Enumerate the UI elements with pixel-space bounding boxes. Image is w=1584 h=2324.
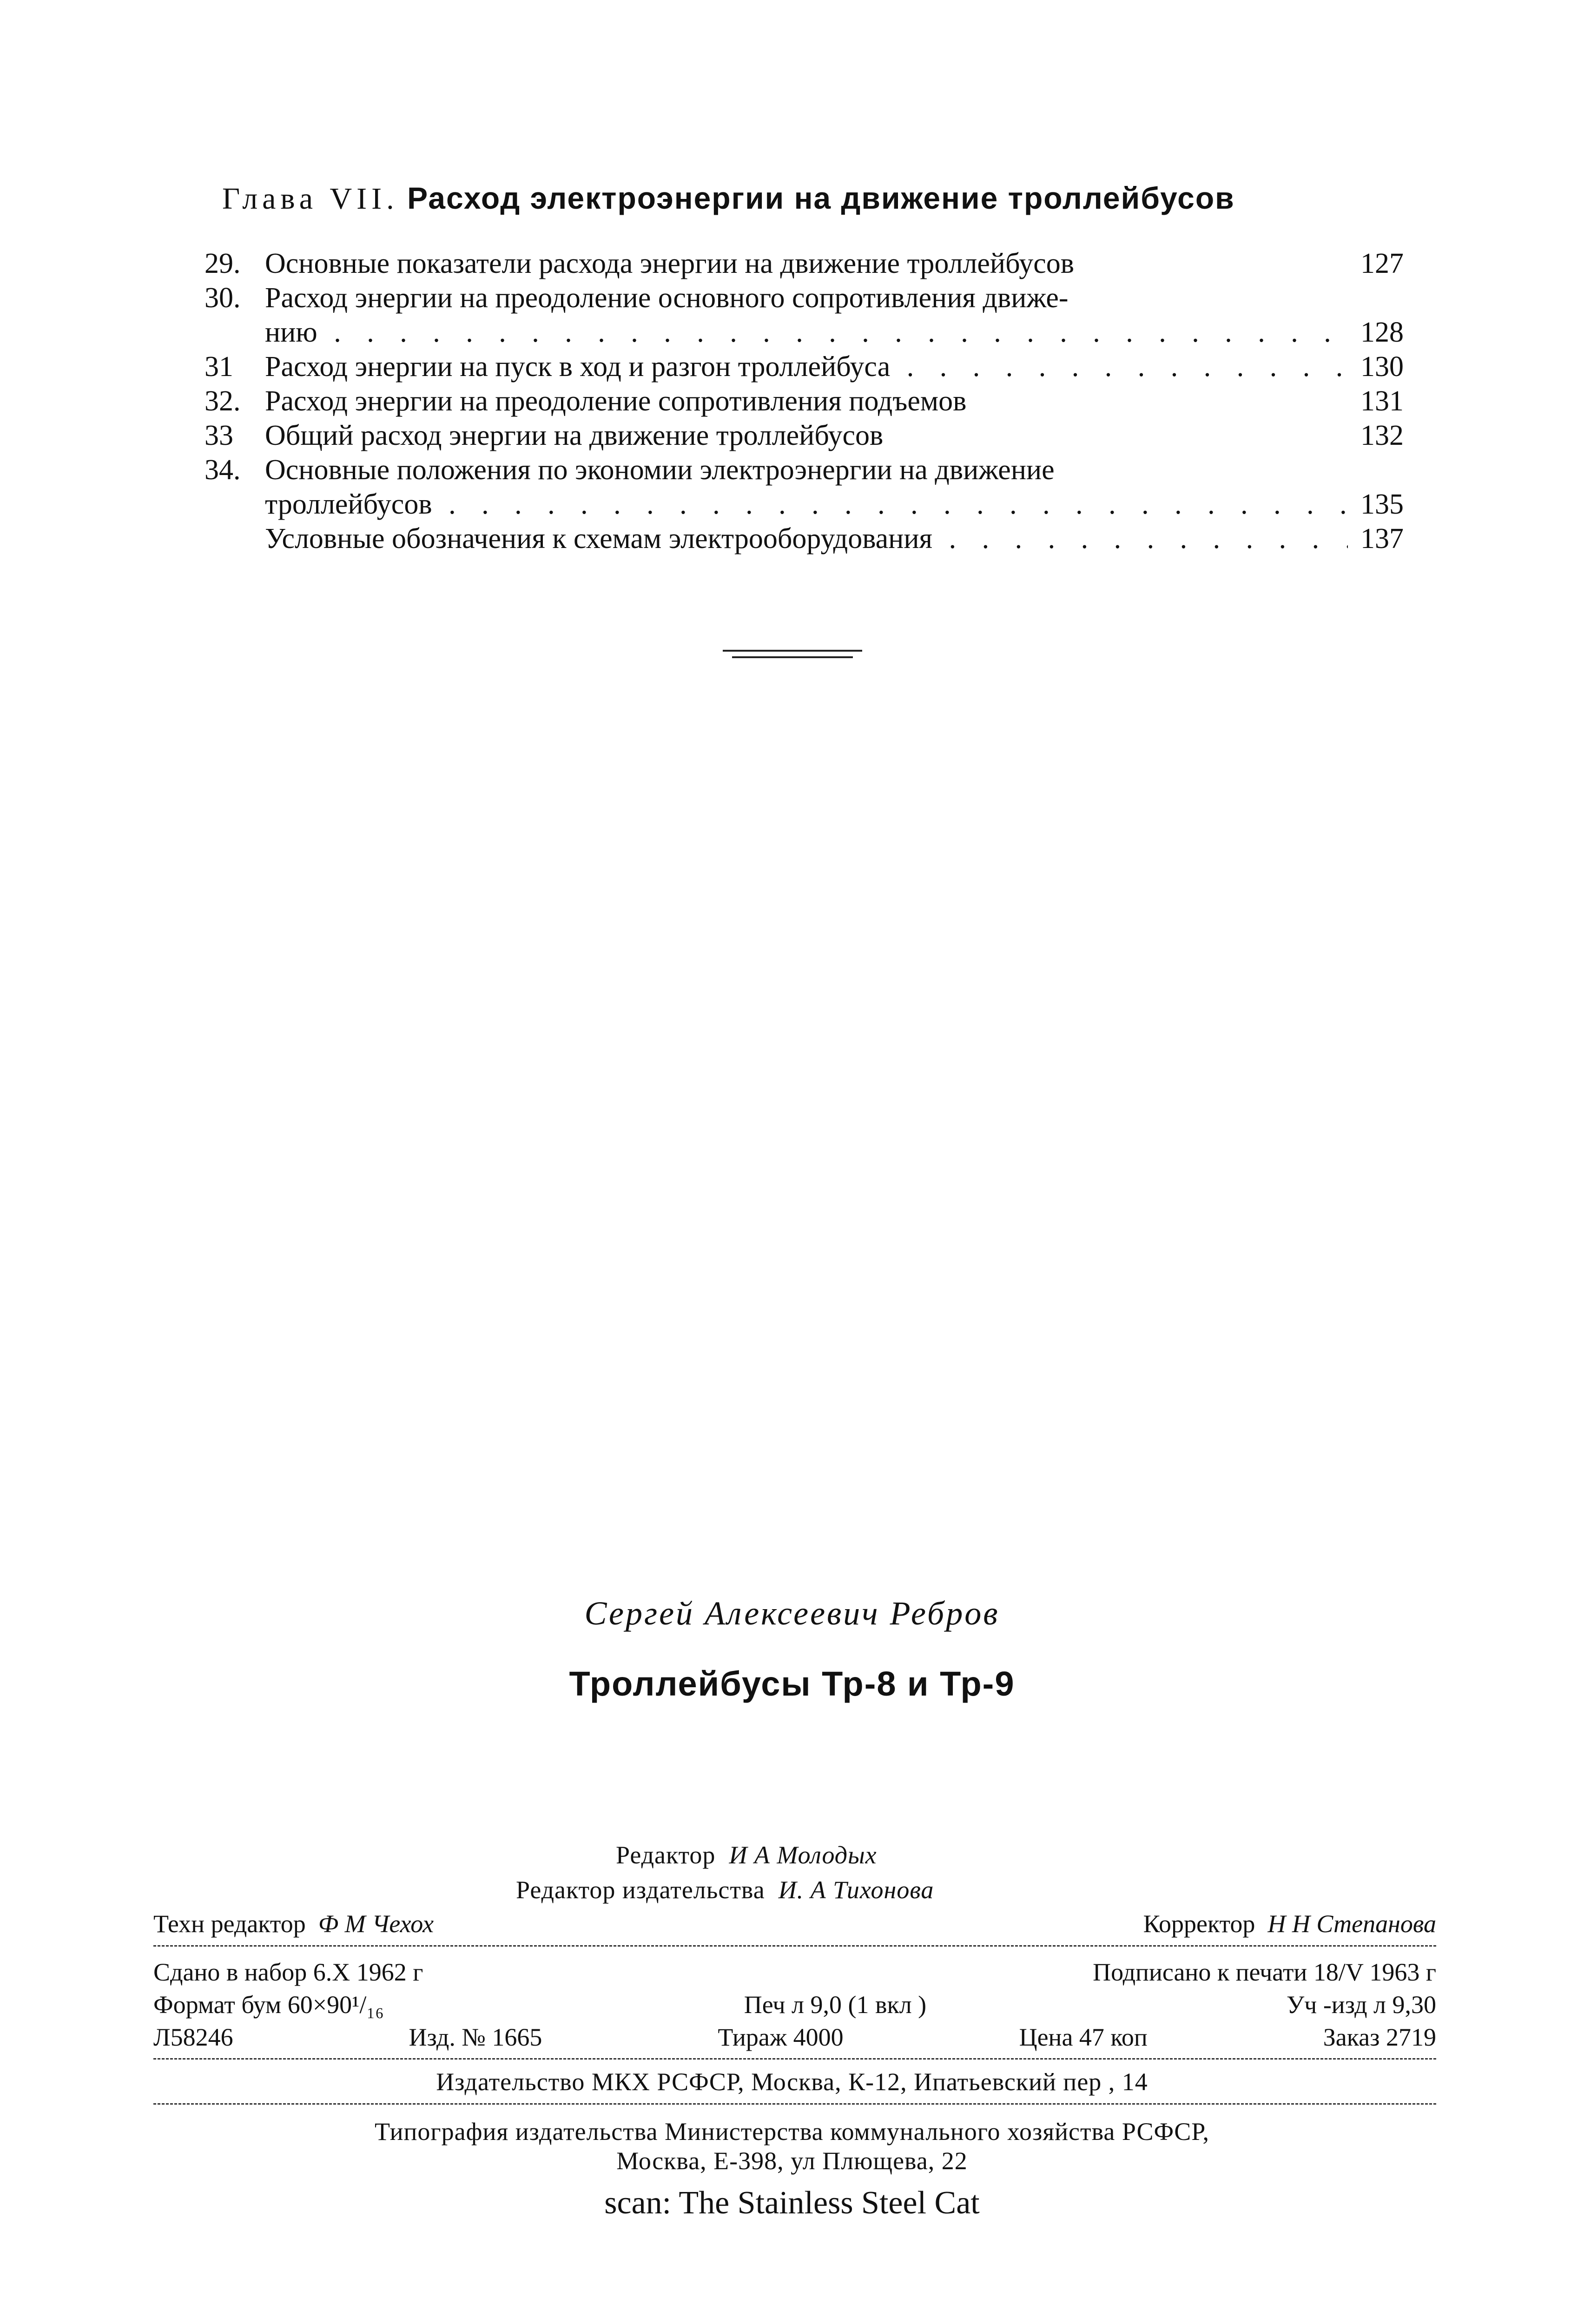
toc-entry bbox=[205, 384, 1404, 418]
publisher-line: Издательство МКХ РСФСР, Москва, К-12, Ипатьевский пер , 14 bbox=[436, 2068, 1148, 2096]
toc-entry-text: троллейбусов . . bbox=[265, 487, 1348, 522]
toc-entry-page: 130 bbox=[1360, 351, 1404, 383]
decorative-rule-lower bbox=[732, 656, 853, 658]
toc-entry-text: Расход энергии на преодоление сопротивления подъемов bbox=[265, 385, 967, 417]
pub-editor-line bbox=[516, 1875, 934, 1904]
toc-entry bbox=[205, 418, 1404, 453]
toc-entry-page: 127 bbox=[1360, 248, 1404, 279]
toc-entry-text: Расход энергии на преодоление основного сопротивления движе- bbox=[265, 282, 1069, 314]
paper-format: Формат бум 60×90¹/₁₆ bbox=[153, 1991, 384, 2019]
codes-row bbox=[153, 2023, 1436, 2052]
code: Л58246 bbox=[153, 2023, 233, 2051]
corrector-label: Корректор bbox=[1143, 1910, 1255, 1938]
tech-editor-name: Ф М Чехох bbox=[318, 1910, 434, 1938]
print-run: Тираж 4000 bbox=[718, 2023, 844, 2051]
order-number: Заказ 2719 bbox=[1323, 2023, 1436, 2051]
table-of-contents bbox=[205, 246, 1404, 556]
book-author: Сергей Алексеевич Ребров bbox=[584, 1595, 1000, 1632]
toc-entry bbox=[205, 487, 1404, 522]
decorative-rule bbox=[723, 650, 862, 652]
scan-credit: scan: The Stainless Steel Cat bbox=[604, 2185, 980, 2221]
toc-entry-text: Условные обозначения к схемам электрооборудования . . bbox=[265, 522, 1348, 556]
toc-entry-page: 137 bbox=[1360, 523, 1404, 555]
toc-entry-number: 29. bbox=[205, 248, 241, 279]
chapter-title: Расход электроэнергии на движение троллейбусов bbox=[407, 181, 1235, 215]
toc-entry-text: Расход энергии на пуск в ход и разгон троллейбуса . . bbox=[265, 350, 1348, 384]
toc-entry-page: 132 bbox=[1360, 420, 1404, 451]
toc-entry-number: 34. bbox=[205, 454, 241, 486]
divider bbox=[153, 2103, 1436, 2105]
format-row bbox=[153, 1990, 1436, 2019]
toc-entry bbox=[205, 522, 1404, 556]
toc-entry bbox=[205, 453, 1404, 487]
toc-entry bbox=[205, 315, 1404, 350]
signed-date: Подписано к печати 18/V 1963 г bbox=[1093, 1958, 1436, 1986]
submitted-date: Сдано в набор 6.X 1962 г bbox=[153, 1958, 423, 1986]
toc-entry-number: 32. bbox=[205, 385, 241, 417]
printer-line-2: Москва, Е-398, ул Плющева, 22 bbox=[616, 2147, 968, 2175]
toc-entry bbox=[205, 246, 1404, 281]
printer-line-1: Типография издательства Министерства коммунального хозяйства РСФСР, bbox=[374, 2118, 1210, 2146]
price: Цена 47 коп bbox=[1019, 2023, 1148, 2051]
divider bbox=[153, 2058, 1436, 2060]
tech-corrector-row bbox=[153, 1909, 1436, 1938]
chapter-heading bbox=[222, 180, 1235, 217]
divider bbox=[153, 1945, 1436, 1947]
pub-number: Изд. № 1665 bbox=[409, 2023, 542, 2051]
book-title: Троллейбусы Тр-8 и Тр-9 bbox=[569, 1664, 1015, 1703]
toc-entry bbox=[205, 281, 1404, 315]
toc-entry-text: Основные положения по экономии электроэнергии на движение bbox=[265, 454, 1055, 486]
toc-entry-text: Общий расход энергии на движение троллейбусов bbox=[265, 420, 884, 451]
dates-row bbox=[153, 1958, 1436, 1987]
print-sheets: Печ л 9,0 (1 вкл ) bbox=[744, 1991, 927, 2019]
toc-entry bbox=[205, 350, 1404, 384]
toc-entry-page: 131 bbox=[1360, 385, 1404, 417]
toc-entry-number: 30. bbox=[205, 282, 241, 314]
pub-sheets: Уч -изд л 9,30 bbox=[1286, 1991, 1436, 2019]
toc-entry-number: 33 bbox=[205, 420, 233, 451]
editor-name: И А Молодых bbox=[729, 1841, 877, 1869]
editor-label: Редактор bbox=[616, 1841, 716, 1869]
toc-entry-number: 31 bbox=[205, 351, 233, 383]
tech-editor-label: Техн редактор bbox=[153, 1910, 306, 1938]
toc-entry-text: Основные показатели расхода энергии на движение троллейбусов bbox=[265, 248, 1075, 279]
toc-entry-page: 128 bbox=[1360, 317, 1404, 348]
editor-line bbox=[616, 1841, 877, 1869]
pub-editor-name: И. А Тихонова bbox=[778, 1876, 934, 1904]
pub-editor-label: Редактор издательства bbox=[516, 1876, 765, 1904]
chapter-label: Глава VII. bbox=[222, 182, 399, 216]
toc-entry-text: нию . . bbox=[265, 315, 1348, 350]
corrector-name: Н Н Степанова bbox=[1267, 1910, 1436, 1938]
toc-entry-page: 135 bbox=[1360, 489, 1404, 520]
